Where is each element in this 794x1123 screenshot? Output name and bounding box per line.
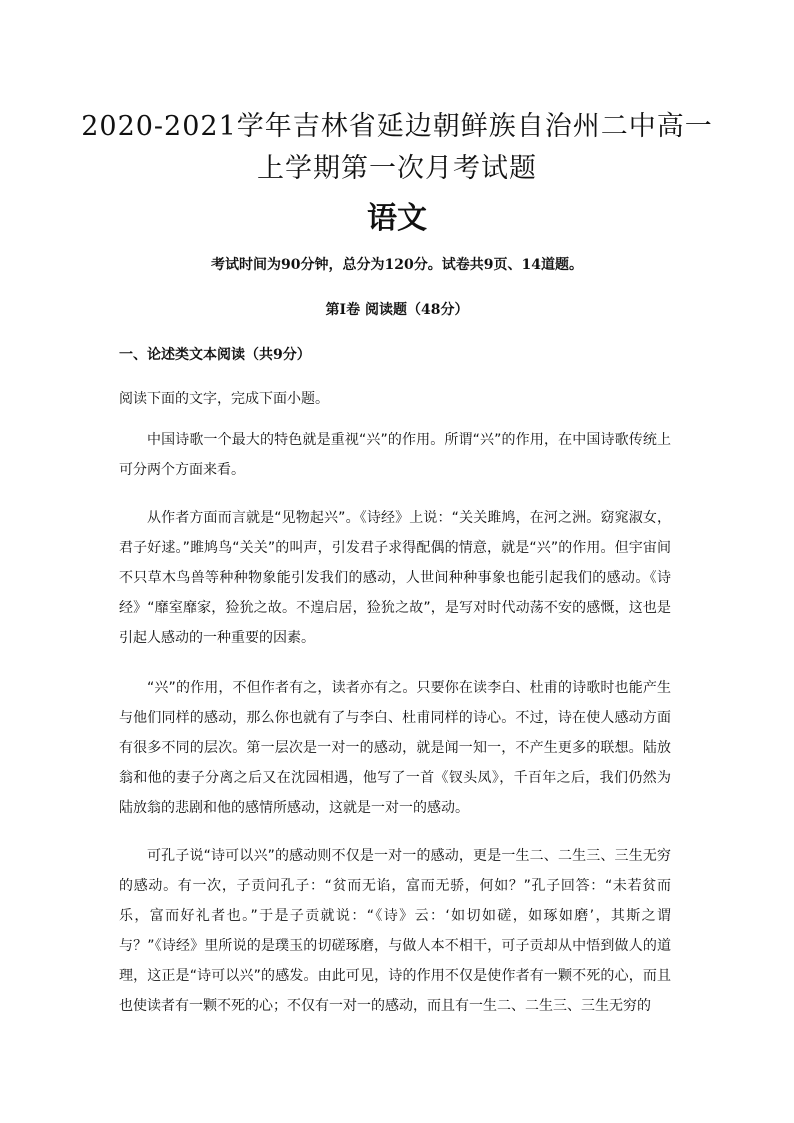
- exam-info: 考试时间为90分钟，总分为120分。试卷共9页、14道题。: [211, 257, 583, 273]
- volume-title: 第Ⅰ卷 阅读题（48分）: [325, 302, 469, 318]
- passage-paragraph-3: “兴”的作用，不但作者有之，读者亦有之。只要你在读李白、杜甫的诗歌时也能产生与他们同样的感动，那么你也就有了与李白、杜甫同样的诗心。不过，诗在使人感动方面有很多不同的层次。第一层次是一对一的感动，就是闻一知一，不产生更多的联想。陆放翁和他的妻子分离之后又在沈园相遇，他写了一首《钗头凤》，千百年之后，我们仍然为陆放翁的悲剧和他的感情所感动，这就是一对一的感动。: [119, 680, 671, 816]
- exam-title-line-1: 2020-2021学年吉林省延边朝鲜族自治州二中高一: [81, 111, 713, 142]
- section-title: 一、论述类文本阅读（共9分）: [119, 347, 311, 363]
- subject-heading: 语文: [367, 201, 427, 236]
- reading-instruction: 阅读下面的文字，完成下面小题。: [119, 391, 329, 407]
- exam-title-line-2: 上学期第一次月考试题: [257, 153, 537, 184]
- passage-paragraph-4: 可孔子说“诗可以兴”的感动则不仅是一对一的感动，更是一生二、二生三、三生无穷的感动。有一次，子贡问孔子：“贫而无谄，富而无骄，何如？”孔子回答：“未若贫而乐，富而好礼者也。”于是子贡就说：“《诗》云：‘如切如磋，如琢如磨’，其斯之谓与？”《诗经》里所说的是璞玉的切磋琢磨，与做人本不相干，可子贡却从中悟到做人的道理，这正是“诗可以兴”的感发。由此可见，诗的作用不仅是使作者有一颗不死的心，而且也使读者有一颗不死的心；不仅有一对一的感动，而且有一生二、二生三、三生无穷的: [119, 848, 671, 1014]
- passage-paragraph-2: 从作者方面而言就是“见物起兴”。《诗经》上说：“关关雎鸠，在河之洲。窈窕淑女，君子好逑。”雎鸠鸟“关关”的叫声，引发君子求得配偶的情意，就是“兴”的作用。但宇宙间不只草木鸟兽等种种物象能引发我们的感动，人世间种种事象也能引起我们的感动。《诗经》“靡室靡家，猃狁之故。不遑启居，猃狁之故”，是写对时代动荡不安的感慨，这也是引起人感动的一种重要的因素。: [119, 510, 671, 646]
- passage-paragraph-1: 中国诗歌一个最大的特色就是重视“兴”的作用。所谓“兴”的作用，在中国诗歌传统上可分两个方面来看。: [119, 432, 671, 478]
